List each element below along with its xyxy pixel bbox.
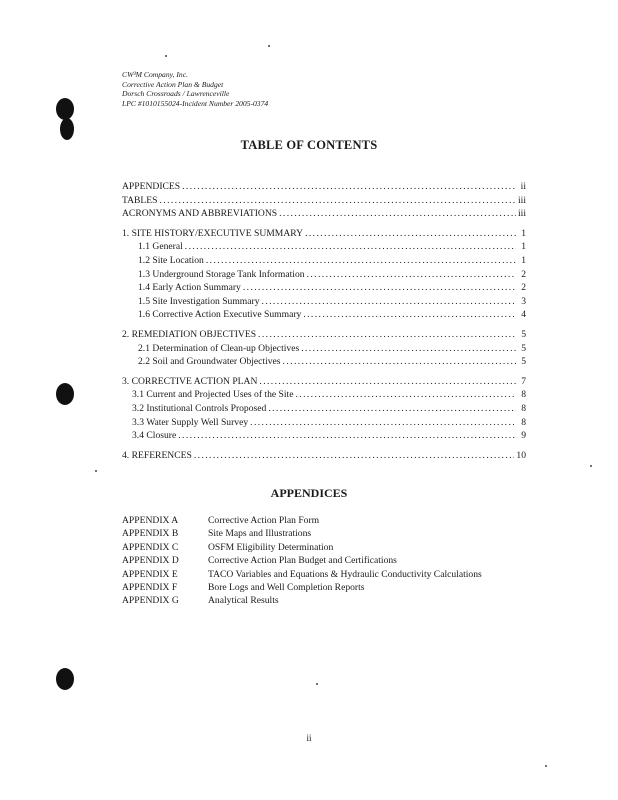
header-company: CW³M Company, Inc. bbox=[122, 70, 188, 79]
toc-entry-page: 5 bbox=[521, 356, 526, 368]
toc-entry-label: 2.1 Determination of Clean-up Objectives bbox=[138, 342, 300, 354]
toc-entry-label: 1.2 Site Location bbox=[138, 254, 204, 266]
toc-subentry[interactable] bbox=[122, 309, 526, 323]
dot-leader bbox=[185, 241, 516, 252]
toc-entry-page: 4 bbox=[521, 309, 526, 321]
appendix-id: APPENDIX A bbox=[122, 515, 179, 526]
header-incident: LPC #1010155024-Incident Number 2005-0374 bbox=[122, 98, 269, 108]
toc-entry-label: APPENDICES bbox=[122, 181, 181, 192]
toc-entry-page: 9 bbox=[521, 430, 526, 442]
toc-entry-page: 5 bbox=[521, 328, 526, 340]
dot-leader bbox=[279, 208, 516, 219]
toc-entry-label: 1.6 Corrective Action Executive Summary bbox=[138, 309, 302, 321]
toc-section[interactable] bbox=[122, 450, 526, 464]
toc-section[interactable] bbox=[122, 376, 526, 390]
dot-leader bbox=[243, 282, 516, 293]
page-number: ii bbox=[306, 733, 312, 743]
appendix-desc: Analytical Results bbox=[208, 595, 279, 607]
appendix-id: APPENDIX C bbox=[122, 541, 179, 553]
toc-entry-page: 8 bbox=[521, 389, 526, 401]
dot-leader bbox=[268, 403, 516, 414]
appendix-desc: Corrective Action Plan Budget and Certifications bbox=[208, 555, 397, 567]
toc-subentry[interactable] bbox=[122, 269, 526, 283]
appendix-item[interactable] bbox=[122, 542, 482, 555]
toc-entry[interactable] bbox=[122, 208, 526, 222]
appendix-desc: OSFM Eligibility Determination bbox=[208, 541, 334, 553]
dot-leader bbox=[303, 309, 516, 320]
dot-leader bbox=[262, 296, 516, 307]
appendix-desc: Site Maps and Illustrations bbox=[208, 528, 312, 540]
toc-entry-page: 8 bbox=[521, 402, 526, 414]
appendix-desc: TACO Variables and Equations & Hydraulic Conductivity Calculations bbox=[208, 568, 482, 580]
toc-title: TABLE OF CONTENTS bbox=[240, 138, 378, 152]
toc-entry-page: 1 bbox=[521, 254, 526, 266]
toc-subentry[interactable] bbox=[122, 296, 526, 310]
toc-entry-label: 3. CORRECTIVE ACTION PLAN bbox=[122, 375, 258, 387]
scan-speck bbox=[268, 45, 270, 47]
toc-entry-label: TABLES bbox=[122, 194, 158, 206]
punch-hole-middle bbox=[56, 383, 74, 405]
dot-leader bbox=[301, 343, 516, 354]
appendix-item[interactable] bbox=[122, 555, 482, 568]
dot-leader bbox=[295, 389, 516, 400]
dot-leader bbox=[307, 269, 516, 280]
appendix-desc: Bore Logs and Well Completion Reports bbox=[208, 581, 365, 593]
toc-entry-label: 1.1 General bbox=[138, 241, 183, 253]
toc-subentry[interactable] bbox=[122, 356, 526, 370]
toc-entry-label: ACRONYMS AND ABBREVIATIONS bbox=[122, 208, 278, 220]
toc-entry-page: 8 bbox=[521, 416, 526, 428]
scan-speck bbox=[165, 55, 167, 57]
dot-leader bbox=[258, 329, 516, 340]
toc-subentry[interactable] bbox=[122, 389, 526, 403]
dot-leader bbox=[305, 228, 516, 239]
appendix-id: APPENDIX B bbox=[122, 528, 179, 540]
table-of-contents bbox=[122, 181, 526, 463]
appendices-title: APPENDICES bbox=[270, 486, 348, 500]
toc-subentry[interactable] bbox=[122, 403, 526, 417]
toc-entry-page: iii bbox=[518, 208, 526, 220]
toc-entry-page: 1 bbox=[521, 227, 526, 239]
toc-entry[interactable] bbox=[122, 181, 526, 195]
toc-entry-page: ii bbox=[520, 181, 526, 192]
toc-section[interactable] bbox=[122, 329, 526, 343]
toc-entry-label: 1.3 Underground Storage Tank Information bbox=[138, 268, 305, 280]
toc-entry-label: 3.1 Current and Projected Uses of the Site bbox=[132, 389, 294, 401]
toc-entry-label: 1.4 Early Action Summary bbox=[138, 282, 241, 294]
punch-hole-top-smudge bbox=[60, 118, 74, 140]
dot-leader bbox=[194, 450, 515, 461]
appendix-id: APPENDIX G bbox=[122, 595, 179, 607]
toc-subentry[interactable] bbox=[122, 343, 526, 357]
toc-entry-page: 7 bbox=[521, 375, 526, 387]
appendices-list bbox=[122, 515, 482, 609]
appendix-item[interactable] bbox=[122, 569, 482, 582]
toc-entry-page: 1 bbox=[521, 241, 526, 253]
scan-speck bbox=[590, 465, 592, 467]
toc-entry[interactable] bbox=[122, 195, 526, 209]
toc-entry-label: 2.2 Soil and Groundwater Objectives bbox=[138, 356, 281, 368]
dot-leader bbox=[159, 195, 516, 206]
toc-entry-label: 1.5 Site Investigation Summary bbox=[138, 295, 260, 307]
header-document: Corrective Action Plan & Budget bbox=[122, 79, 224, 89]
appendix-item[interactable] bbox=[122, 595, 482, 608]
toc-subentry[interactable] bbox=[122, 241, 526, 255]
toc-entry-page: 3 bbox=[521, 295, 526, 307]
toc-subentry[interactable] bbox=[122, 282, 526, 296]
dot-leader bbox=[206, 255, 516, 266]
scan-speck bbox=[95, 470, 97, 472]
scan-speck bbox=[545, 765, 547, 767]
toc-entry-page: iii bbox=[518, 194, 526, 206]
punch-hole-top bbox=[56, 98, 74, 120]
dot-leader bbox=[259, 376, 516, 387]
appendix-id: APPENDIX D bbox=[122, 555, 179, 567]
toc-entry-label: 2. REMEDIATION OBJECTIVES bbox=[122, 328, 257, 340]
toc-entry-label: 1. SITE HISTORY/EXECUTIVE SUMMARY bbox=[122, 227, 304, 239]
toc-entry-label: 3.4 Closure bbox=[132, 430, 177, 442]
toc-section[interactable] bbox=[122, 228, 526, 242]
toc-entry-label: 3.3 Water Supply Well Survey bbox=[132, 416, 249, 428]
toc-entry-page: 2 bbox=[521, 268, 526, 280]
dot-leader bbox=[178, 430, 516, 441]
appendix-item[interactable] bbox=[122, 582, 482, 595]
toc-entry-label: 3.2 Institutional Controls Proposed bbox=[132, 402, 267, 414]
dot-leader bbox=[250, 417, 516, 428]
toc-subentry[interactable] bbox=[122, 417, 526, 431]
toc-subentry[interactable] bbox=[122, 430, 526, 444]
dot-leader bbox=[182, 181, 516, 192]
dot-leader bbox=[283, 356, 516, 367]
toc-entry-page: 2 bbox=[521, 282, 526, 294]
punch-hole-bottom bbox=[56, 668, 74, 690]
appendix-id: APPENDIX F bbox=[122, 581, 178, 593]
toc-entry-page: 5 bbox=[521, 342, 526, 354]
appendix-desc: Corrective Action Plan Form bbox=[208, 515, 320, 526]
header-site: Dorsch Crossroads / Lawrenceville bbox=[122, 89, 230, 99]
appendix-item[interactable] bbox=[122, 515, 482, 528]
toc-entry-label: 4. REFERENCES bbox=[122, 449, 192, 461]
document-header bbox=[122, 70, 268, 108]
scan-speck bbox=[316, 683, 318, 685]
appendix-item[interactable] bbox=[122, 528, 482, 541]
toc-entry-page: 10 bbox=[516, 449, 526, 461]
toc-subentry[interactable] bbox=[122, 255, 526, 269]
appendix-id: APPENDIX E bbox=[122, 568, 178, 580]
